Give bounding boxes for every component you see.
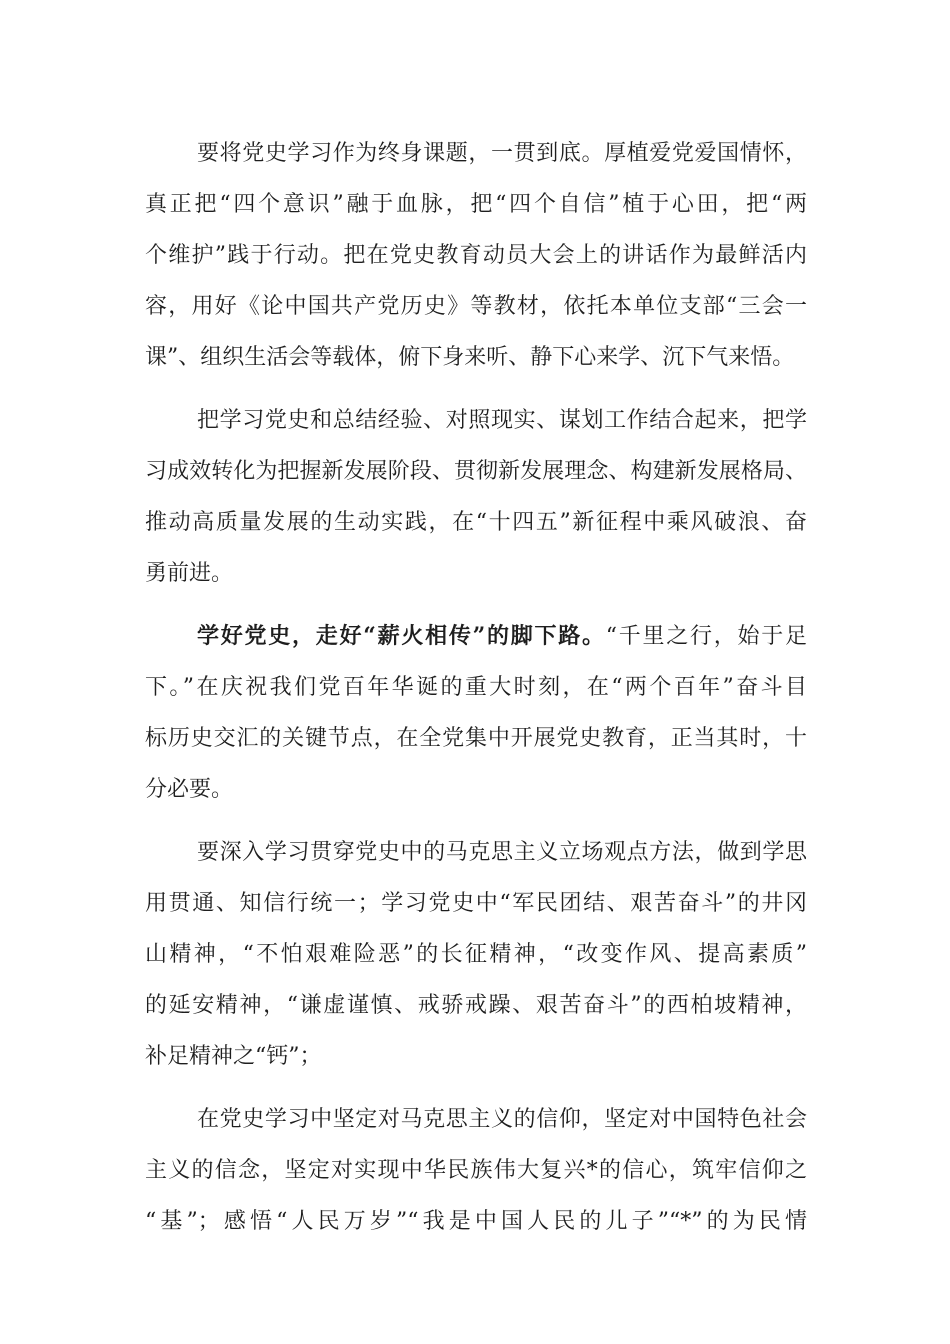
paragraph-1 xyxy=(145,128,807,383)
paragraph-2 xyxy=(145,395,807,599)
paragraph-line: 个维护”践于行动。把在党史教育动员大会上的讲话作为最鲜活内 xyxy=(145,243,807,268)
bold-heading: 学好党史，走好“薪火相传”的脚下路。 xyxy=(197,623,606,649)
document-body xyxy=(145,128,807,1247)
paragraph-line xyxy=(145,611,807,662)
paragraph-line: 补足精神之“钙”； xyxy=(145,1044,322,1069)
paragraph-line: 要深入学习贯穿党史中的马克思主义立场观点方法，做到学思 xyxy=(197,840,807,865)
paragraph-line: 在党史学习中坚定对马克思主义的信仰，坚定对中国特色社会 xyxy=(197,1107,807,1132)
paragraph-line: 主义的信念，坚定对实现中华民族伟大复兴*的信心，筑牢信仰之 xyxy=(145,1158,807,1183)
paragraph-line: 课”、组织生活会等载体，俯下身来听、静下心来学、沉下气来悟。 xyxy=(145,345,795,370)
paragraph-line: 用贯通、知信行统一；学习党史中“军民团结、艰苦奋斗”的井冈 xyxy=(145,891,807,916)
paragraph-line: 把学习党史和总结经验、对照现实、谋划工作结合起来，把学 xyxy=(197,408,807,433)
paragraph-line: 推动高质量发展的生动实践，在“十四五”新征程中乘风破浪、奋 xyxy=(145,510,807,535)
paragraph-line: 的延安精神，“谦虚谨慎、戒骄戒躁、艰苦奋斗”的西柏坡精神， xyxy=(145,993,807,1018)
paragraph-text: “千里之行，始于足 xyxy=(605,624,808,649)
paragraph-line: 下。”在庆祝我们党百年华诞的重大时刻，在“两个百年”奋斗目 xyxy=(145,675,807,700)
paragraph-line: 真正把“四个意识”融于血脉，把“四个自信”植于心田，把“两 xyxy=(145,192,807,217)
paragraph-line: 习成效转化为把握新发展阶段、贯彻新发展理念、构建新发展格局、 xyxy=(145,459,807,484)
paragraph-line: 勇前进。 xyxy=(145,561,234,586)
paragraph-line: 分必要。 xyxy=(145,777,234,802)
paragraph-3 xyxy=(145,611,807,815)
paragraph-line: 山精神，“不怕艰难险恶”的长征精神，“改变作风、提高素质” xyxy=(145,942,807,967)
paragraph-line: 容，用好《论中国共产党历史》等教材，依托本单位支部“三会一 xyxy=(145,294,807,319)
paragraph-5 xyxy=(145,1094,807,1247)
paragraph-line: 要将党史学习作为终身课题，一贯到底。厚植爱党爱国情怀， xyxy=(197,141,807,166)
paragraph-line: 标历史交汇的关键节点，在全党集中开展党史教育，正当其时，十 xyxy=(145,726,807,751)
paragraph-4 xyxy=(145,827,807,1082)
paragraph-line: “基”；感悟“人民万岁”“我是中国人民的儿子”“*”的为民情 xyxy=(145,1209,807,1234)
